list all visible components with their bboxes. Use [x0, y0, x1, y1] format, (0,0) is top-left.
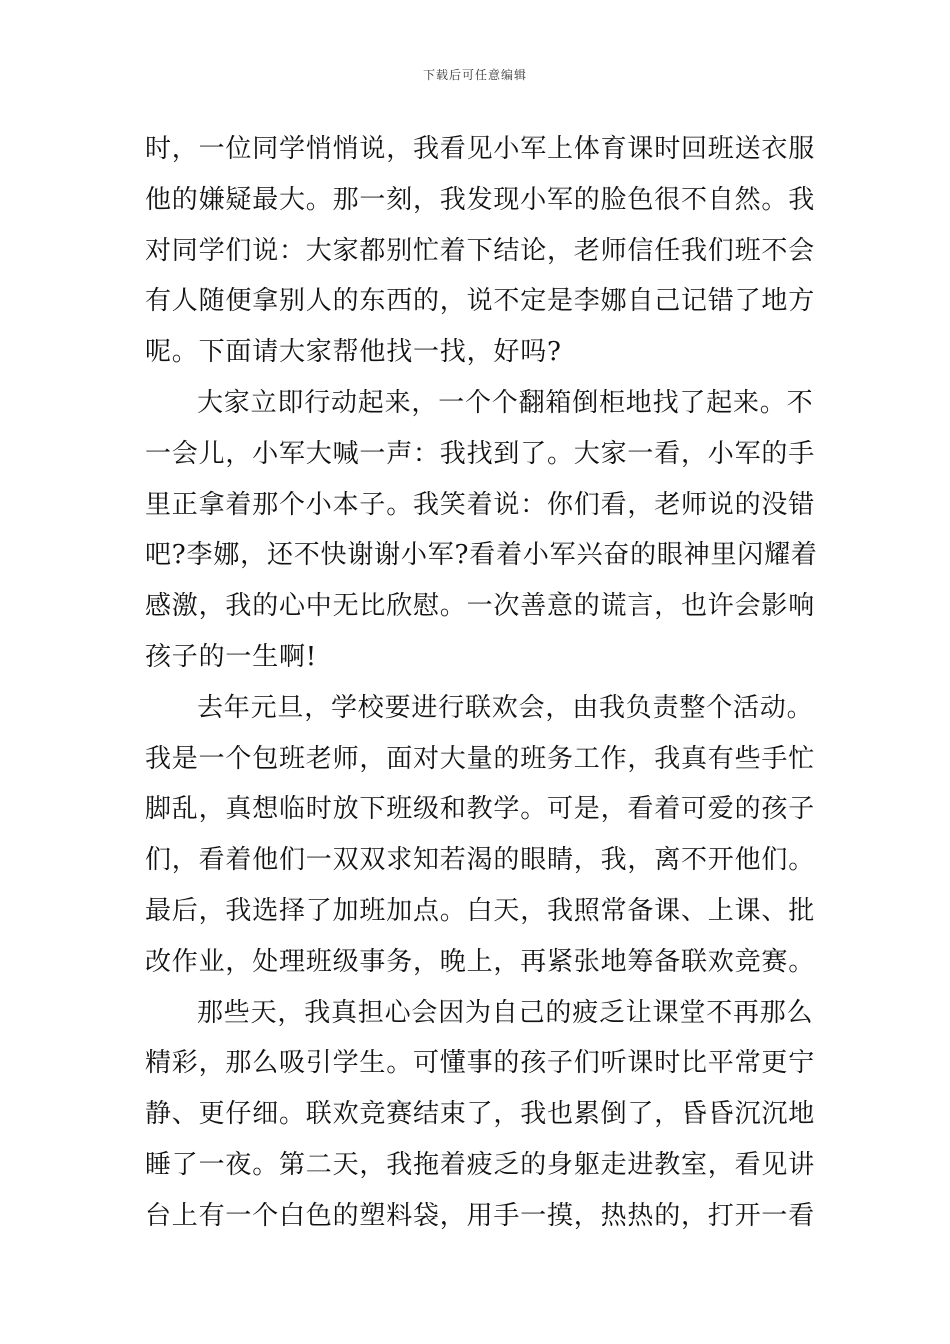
text-line: 改作业，处理班级事务，晚上，再紧张地筹备联欢竞赛。: [145, 946, 816, 977]
page-header: 下载后可任意编辑: [422, 68, 527, 82]
text-line: 有人随便拿别人的东西的，说不定是李娜自己记错了地方: [145, 286, 816, 317]
text-line: 他的嫌疑最大。那一刻，我发现小军的脸色很不自然。我: [145, 184, 816, 215]
text-line: 睡了一夜。第二天，我拖着疲乏的身躯走进教室，看见讲: [145, 1149, 816, 1180]
paragraph-first-line: 去年元旦，学校要进行联欢会，由我负责整个活动。: [197, 692, 814, 723]
text-line: 时，一位同学悄悄说，我看见小军上体育课时回班送衣服: [145, 134, 816, 164]
text-line: 们，看着他们一双双求知若渴的眼睛，我，离不开他们。: [145, 845, 816, 876]
text-line: 脚乱，真想临时放下班级和教学。可是，看着可爱的孩子: [145, 794, 816, 825]
text-line: 最后，我选择了加班加点。白天，我照常备课、上课、批: [145, 895, 816, 926]
text-line: 孩子的一生啊!: [145, 641, 318, 672]
text-line: 呢。下面请大家帮他找一找，好吗?: [145, 337, 562, 368]
text-line: 我是一个包班老师，面对大量的班务工作，我真有些手忙: [145, 743, 816, 774]
text-line: 里正拿着那个小本子。我笑着说：你们看，老师说的没错: [145, 489, 816, 520]
text-line: 精彩，那么吸引学生。可懂事的孩子们听课时比平常更宁: [145, 1048, 816, 1079]
paragraph-first-line: 那些天，我真担心会因为自己的疲乏让课堂不再那么: [197, 997, 814, 1028]
text-line: 吧?李娜，还不快谢谢小军?看着小军兴奋的眼神里闪耀着: [145, 540, 818, 571]
text-line: 对同学们说：大家都别忙着下结论，老师信任我们班不会: [145, 235, 816, 266]
document-body: [145, 124, 818, 1242]
text-line: 静、更仔细。联欢竞赛结束了，我也累倒了，昏昏沉沉地: [145, 1099, 816, 1130]
text-line: 感激，我的心中无比欣慰。一次善意的谎言，也许会影响: [145, 591, 816, 622]
text-line: 一会儿，小军大喊一声：我找到了。大家一看，小军的手: [145, 438, 816, 469]
text-line: 台上有一个白色的塑料袋，用手一摸，热热的，打开一看: [145, 1200, 816, 1231]
paragraph-first-line: 大家立即行动起来，一个个翻箱倒柜地找了起来。不: [197, 387, 814, 418]
